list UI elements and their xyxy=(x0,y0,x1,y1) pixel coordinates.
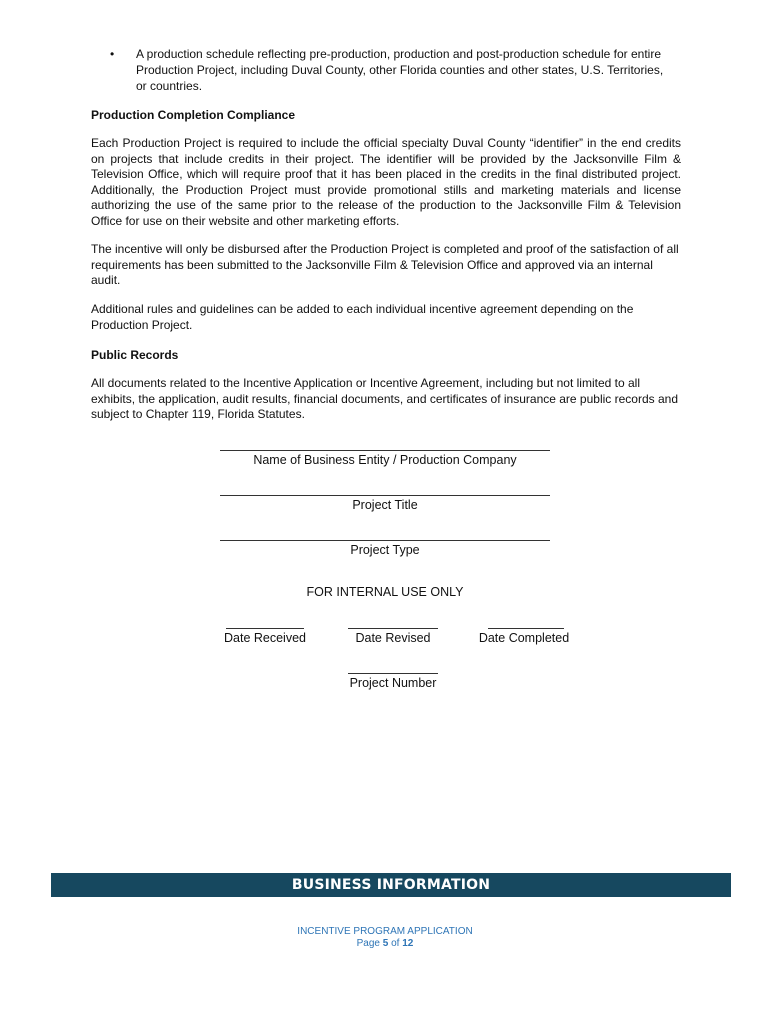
date-revised-line[interactable] xyxy=(348,628,438,629)
page-current: 5 xyxy=(382,938,389,949)
completion-paragraph-2: The incentive will only be disbursed after the Production Project is completed and proof of the satisfaction of all requirements has been submitted to the Jacksonville Film & Television Office and approved via an internal audit. xyxy=(91,242,679,287)
project-title-line[interactable] xyxy=(220,495,550,496)
date-completed-label: Date Completed xyxy=(478,631,570,645)
business-entity-label: Name of Business Entity / Production Company xyxy=(253,453,517,467)
project-number-label: Project Number xyxy=(349,676,437,690)
public-records-paragraph: All documents related to the Incentive Application or Incentive Agreement, including but not limited to all exhibits, the application, audit results, financial documents, and certificates of insurance are public records and subject to Chapter 119, Florida Statutes. xyxy=(91,376,678,421)
page-of: of xyxy=(391,938,400,949)
footer-page-number xyxy=(220,938,550,950)
production-schedule-bullet xyxy=(112,46,672,94)
completion-paragraph-3: Additional rules and guidelines can be added to each individual incentive agreement depending on the Production Project. xyxy=(91,302,634,332)
bullet-icon: • xyxy=(110,47,115,61)
completion-paragraph-1: Each Production Project is required to include the official specialty Duval County “identifier” in the end credits on projects that include credits in their project. The identifier will be provided by the Jacksonville Film & Television Office, which will require proof that it has been placed in the credits in the final distributed project. Additionally, the Production Project must provide promotional stills and marketing materials and license authorizing the use of the same prior to the release of the production to the Jacksonville Film & Television Office for use on their website and other marketing efforts. xyxy=(91,136,681,228)
date-completed-line[interactable] xyxy=(488,628,564,629)
completion-heading: Production Completion Compliance xyxy=(91,108,296,122)
business-entity-line[interactable] xyxy=(220,450,550,451)
internal-use-heading: FOR INTERNAL USE ONLY xyxy=(306,585,464,599)
date-received-line[interactable] xyxy=(226,628,304,629)
project-type-line[interactable] xyxy=(220,540,550,541)
project-number-line[interactable] xyxy=(348,673,438,674)
date-revised-label: Date Revised xyxy=(355,631,431,645)
business-information-banner: BUSINESS INFORMATION xyxy=(51,873,731,897)
project-title-label: Project Title xyxy=(352,498,418,512)
page-total: 12 xyxy=(402,938,414,949)
footer-program-title: INCENTIVE PROGRAM APPLICATION xyxy=(297,926,473,937)
bullet-text: A production schedule reflecting pre-production, production and post-production schedule for entire Production Project, including Duval County, other Florida counties and other states, U.S. Territories, or countries. xyxy=(136,47,664,93)
project-type-label: Project Type xyxy=(350,543,420,557)
page-prefix: Page xyxy=(356,938,380,949)
public-records-heading: Public Records xyxy=(91,348,179,362)
date-received-label: Date Received xyxy=(224,631,306,645)
